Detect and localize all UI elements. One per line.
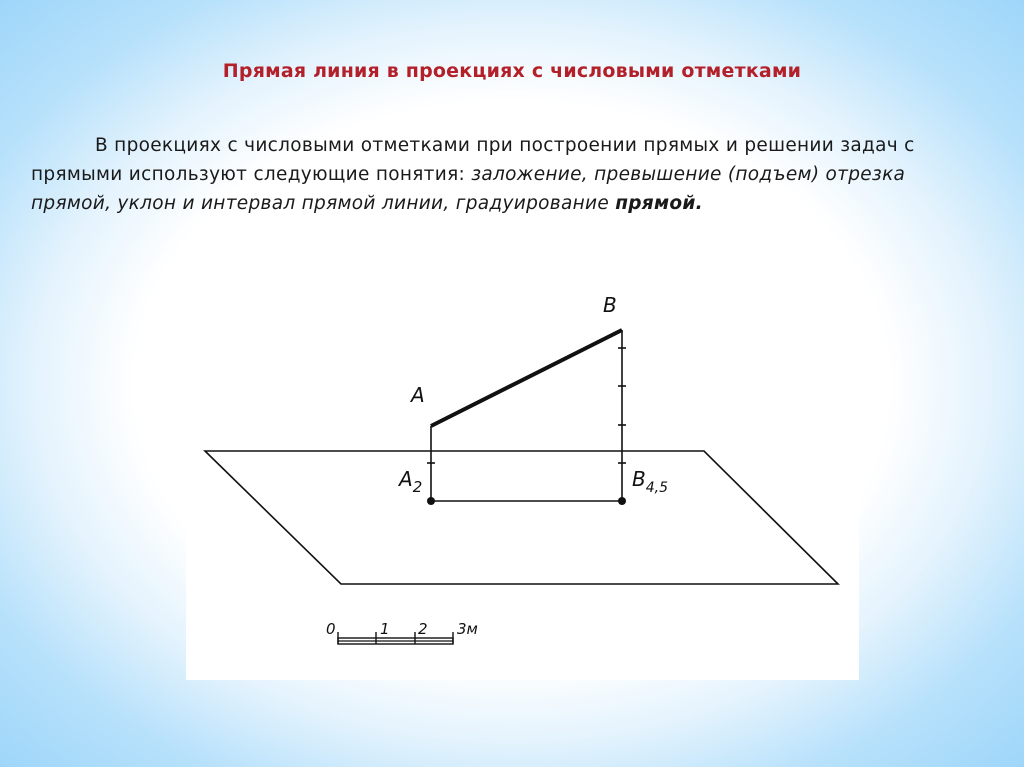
label-b45	[632, 467, 668, 496]
label-b45-letter: B	[632, 467, 646, 491]
slide-title: Прямая линия в проекциях с числовыми отметками	[222, 60, 802, 82]
scale-bar	[326, 620, 478, 644]
paragraph-last-term: прямой.	[615, 193, 704, 214]
label-a: A	[411, 383, 425, 407]
projection-diagram	[186, 276, 859, 680]
label-a2-mark: 2	[412, 478, 423, 496]
point-a2-dot	[427, 497, 435, 505]
scale-label-3m: 3м	[457, 620, 478, 638]
point-b45-dot	[618, 497, 626, 505]
scale-label-1: 1	[380, 620, 390, 638]
scale-label-2: 2	[418, 620, 428, 638]
label-a2	[397, 467, 422, 496]
intro-paragraph	[31, 131, 981, 218]
paragraph-terms: заложение, превышение (подъем) отрезка прямой, уклон и интервал прямой линии, градуирование	[31, 164, 906, 214]
projector-tick-marks	[427, 348, 626, 463]
projection-figure	[186, 276, 859, 680]
projection-plane	[205, 451, 838, 584]
label-b: B	[603, 293, 617, 317]
label-a2-letter: A	[399, 467, 413, 491]
label-b45-mark: 4,5	[645, 480, 668, 496]
scale-label-0: 0	[326, 620, 336, 638]
segment-ab	[431, 330, 622, 426]
paragraph-text: В проекциях с числовыми отметками при построении прямых и решении задач с прямыми используют следующие понятия:	[31, 135, 915, 185]
